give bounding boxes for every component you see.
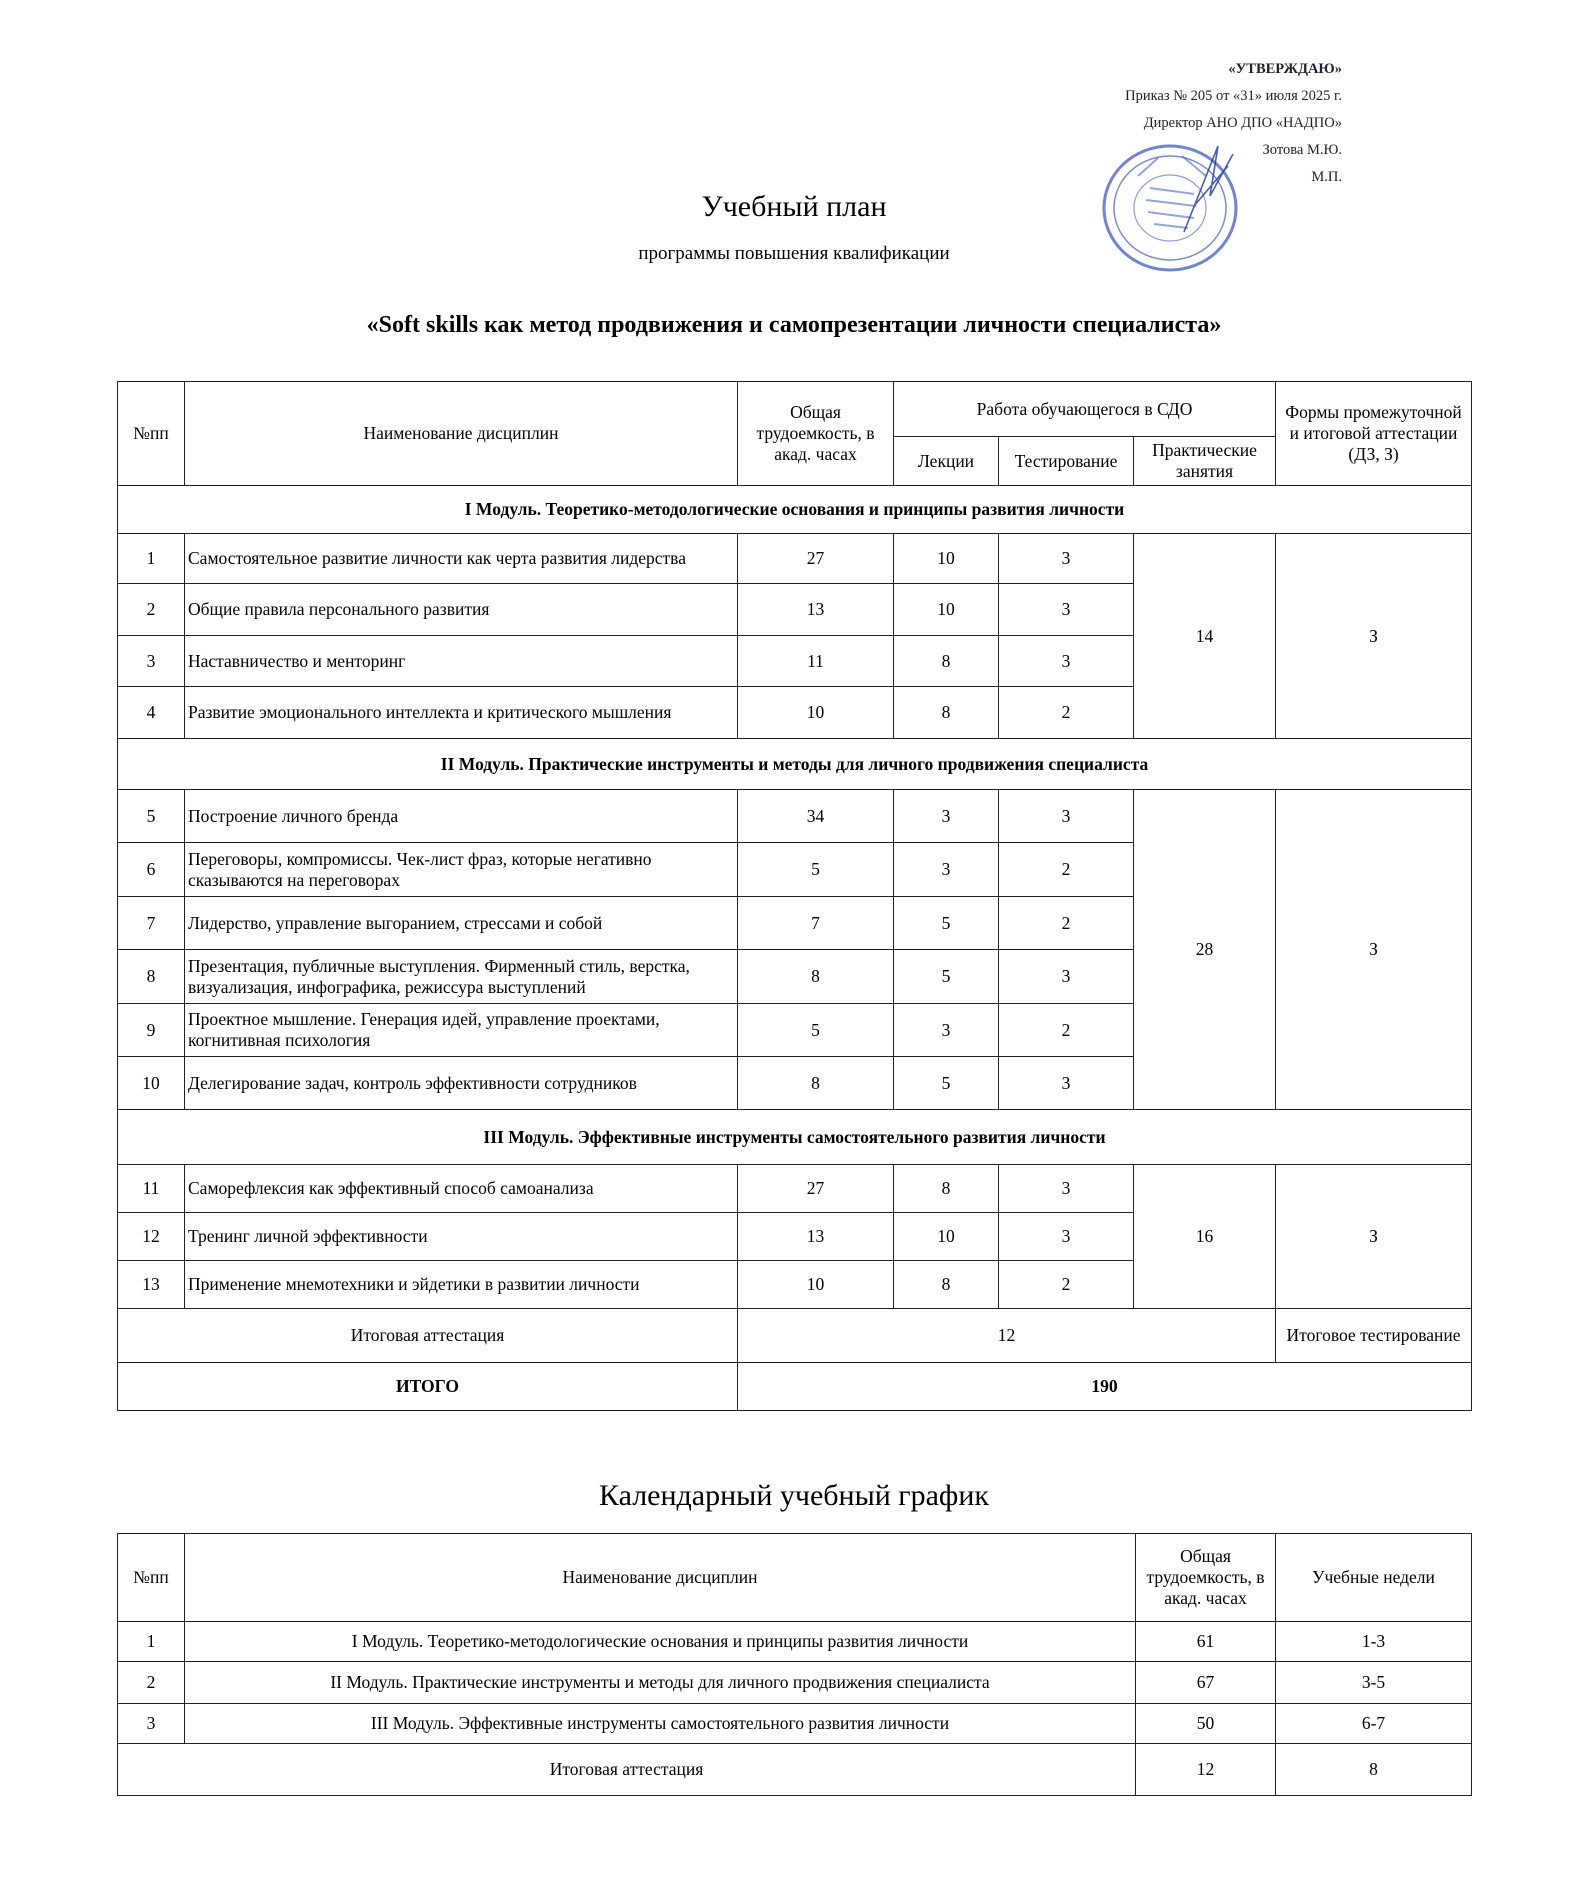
- module-practical: 14: [1134, 534, 1276, 739]
- row-testing: 3: [999, 1165, 1134, 1213]
- row-num: 6: [118, 843, 185, 897]
- cal-row-name: I Модуль. Теоретико-методологические основания и принципы развития личности: [185, 1622, 1136, 1662]
- table-row: [118, 1662, 1472, 1704]
- row-total: 7: [738, 897, 894, 950]
- final-hours: 12: [738, 1309, 1276, 1363]
- row-num: 7: [118, 897, 185, 950]
- row-name: Тренинг личной эффективности: [185, 1213, 738, 1261]
- row-testing: 3: [999, 950, 1134, 1004]
- row-lectures: 5: [894, 897, 999, 950]
- table-row: [118, 1622, 1472, 1662]
- document-subtitle: программы повышения квалификации: [638, 243, 950, 264]
- row-total: 10: [738, 1261, 894, 1309]
- approval-position: Директор АНО ДПО «НАДПО»: [1143, 115, 1342, 131]
- row-name: Саморефлексия как эффективный способ самоанализа: [185, 1165, 738, 1213]
- module-form: З: [1276, 534, 1472, 739]
- row-total: 8: [738, 1057, 894, 1110]
- row-total: 8: [738, 950, 894, 1004]
- document-title: Учебный план: [701, 190, 887, 223]
- module-practical: 16: [1134, 1165, 1276, 1309]
- final-attestation-row: [118, 1309, 1472, 1363]
- total-row: [118, 1363, 1472, 1411]
- cal-final-hours: 12: [1136, 1744, 1276, 1796]
- module-title: III Модуль. Эффективные инструменты самостоятельного развития личности: [118, 1110, 1472, 1165]
- cal-row-name: II Модуль. Практические инструменты и методы для личного продвижения специалиста: [185, 1662, 1136, 1704]
- row-testing: 2: [999, 897, 1134, 950]
- cal-row-weeks: 1-3: [1276, 1622, 1472, 1662]
- cal-row-total: 67: [1136, 1662, 1276, 1704]
- row-testing: 3: [999, 1213, 1134, 1261]
- header-num: №пп: [118, 382, 185, 486]
- table-row: [118, 1704, 1472, 1744]
- module-title: II Модуль. Практические инструменты и методы для личного продвижения специалиста: [118, 739, 1472, 790]
- row-testing: 2: [999, 1004, 1134, 1057]
- row-total: 27: [738, 534, 894, 584]
- row-num: 8: [118, 950, 185, 1004]
- row-lectures: 5: [894, 1057, 999, 1110]
- row-name: Проектное мышление. Генерация идей, управление проектами, когнитивная психология: [185, 1004, 738, 1057]
- approval-heading: «УТВЕРЖДАЮ»: [1228, 61, 1342, 77]
- row-testing: 2: [999, 687, 1134, 739]
- row-num: 9: [118, 1004, 185, 1057]
- row-lectures: 8: [894, 687, 999, 739]
- row-name: Делегирование задач, контроль эффективности сотрудников: [185, 1057, 738, 1110]
- table-row: [118, 534, 1472, 584]
- cal-row-total: 61: [1136, 1622, 1276, 1662]
- row-lectures: 3: [894, 1004, 999, 1057]
- row-testing: 3: [999, 790, 1134, 843]
- row-name: Самостоятельное развитие личности как черта развития лидерства: [185, 534, 738, 584]
- row-lectures: 8: [894, 1165, 999, 1213]
- row-name: Презентация, публичные выступления. Фирменный стиль, верстка, визуализация, инфографика, режиссура выступлений: [185, 950, 738, 1004]
- row-name: Переговоры, компромиссы. Чек-лист фраз, которые негативно сказываются на переговорах: [185, 843, 738, 897]
- row-total: 5: [738, 1004, 894, 1057]
- row-testing: 2: [999, 1261, 1134, 1309]
- row-lectures: 8: [894, 636, 999, 687]
- approval-order: Приказ № 205 от «31» июля 2025 г.: [1125, 88, 1342, 104]
- row-lectures: 10: [894, 1213, 999, 1261]
- table-row: [118, 1165, 1472, 1213]
- row-total: 10: [738, 687, 894, 739]
- program-name: «Soft skills как метод продвижения и самопрезентации личности специалиста»: [366, 312, 1222, 338]
- cal-header-name: Наименование дисциплин: [185, 1534, 1136, 1622]
- calendar-table: [117, 1533, 1472, 1796]
- row-lectures: 5: [894, 950, 999, 1004]
- approval-name: Зотова М.Ю.: [1262, 142, 1342, 158]
- final-attestation-row: [118, 1744, 1472, 1796]
- row-name: Общие правила персонального развития: [185, 584, 738, 636]
- row-lectures: 3: [894, 790, 999, 843]
- row-testing: 3: [999, 584, 1134, 636]
- row-num: 3: [118, 636, 185, 687]
- table-row: [118, 790, 1472, 843]
- module-form: З: [1276, 790, 1472, 1110]
- final-form: Итоговое тестирование: [1276, 1309, 1472, 1363]
- cal-row-total: 50: [1136, 1704, 1276, 1744]
- row-num: 2: [118, 584, 185, 636]
- row-num: 13: [118, 1261, 185, 1309]
- header-testing: Тестирование: [999, 437, 1134, 486]
- cal-row-num: 2: [118, 1662, 185, 1704]
- row-total: 5: [738, 843, 894, 897]
- row-total: 11: [738, 636, 894, 687]
- header-lectures: Лекции: [894, 437, 999, 486]
- row-name: Наставничество и менторинг: [185, 636, 738, 687]
- row-name: Применение мнемотехники и эйдетики в развитии личности: [185, 1261, 738, 1309]
- row-testing: 3: [999, 1057, 1134, 1110]
- cal-final-label: Итоговая аттестация: [118, 1744, 1136, 1796]
- row-name: Лидерство, управление выгоранием, стрессами и собой: [185, 897, 738, 950]
- module-form: З: [1276, 1165, 1472, 1309]
- cal-row-num: 1: [118, 1622, 185, 1662]
- calendar-title: Календарный учебный график: [599, 1479, 989, 1512]
- cal-header-total: Общая трудоемкость, в акад. часах: [1136, 1534, 1276, 1622]
- row-name: Построение личного бренда: [185, 790, 738, 843]
- module-practical: 28: [1134, 790, 1276, 1110]
- row-num: 1: [118, 534, 185, 584]
- row-total: 34: [738, 790, 894, 843]
- header-forms: Формы промежуточной и итоговой аттестации (ДЗ, З): [1276, 382, 1472, 486]
- total-hours: 190: [738, 1363, 1472, 1411]
- final-label: Итоговая аттестация: [118, 1309, 738, 1363]
- cal-row-weeks: 3-5: [1276, 1662, 1472, 1704]
- module-row: [118, 1110, 1472, 1165]
- header-practical: Практические занятия: [1134, 437, 1276, 486]
- row-lectures: 10: [894, 584, 999, 636]
- cal-final-weeks: 8: [1276, 1744, 1472, 1796]
- row-lectures: 3: [894, 843, 999, 897]
- cal-header-num: №пп: [118, 1534, 185, 1622]
- header-work: Работа обучающегося в СДО: [894, 382, 1276, 437]
- header-name: Наименование дисциплин: [185, 382, 738, 486]
- curriculum-table: [117, 381, 1472, 1411]
- row-total: 13: [738, 584, 894, 636]
- row-total: 27: [738, 1165, 894, 1213]
- row-testing: 3: [999, 636, 1134, 687]
- header-total: Общая трудоемкость, в акад. часах: [738, 382, 894, 486]
- cal-row-num: 3: [118, 1704, 185, 1744]
- row-num: 11: [118, 1165, 185, 1213]
- cal-row-name: III Модуль. Эффективные инструменты самостоятельного развития личности: [185, 1704, 1136, 1744]
- row-lectures: 8: [894, 1261, 999, 1309]
- row-total: 13: [738, 1213, 894, 1261]
- approval-seal-place: М.П.: [1311, 169, 1342, 185]
- cal-header-weeks: Учебные недели: [1276, 1534, 1472, 1622]
- module-title: I Модуль. Теоретико-методологические основания и принципы развития личности: [118, 486, 1472, 534]
- module-row: [118, 486, 1472, 534]
- row-name: Развитие эмоционального интеллекта и критического мышления: [185, 687, 738, 739]
- cal-row-weeks: 6-7: [1276, 1704, 1472, 1744]
- row-testing: 2: [999, 843, 1134, 897]
- row-testing: 3: [999, 534, 1134, 584]
- row-num: 5: [118, 790, 185, 843]
- total-label: ИТОГО: [118, 1363, 738, 1411]
- row-lectures: 10: [894, 534, 999, 584]
- row-num: 10: [118, 1057, 185, 1110]
- row-num: 12: [118, 1213, 185, 1261]
- row-num: 4: [118, 687, 185, 739]
- module-row: [118, 739, 1472, 790]
